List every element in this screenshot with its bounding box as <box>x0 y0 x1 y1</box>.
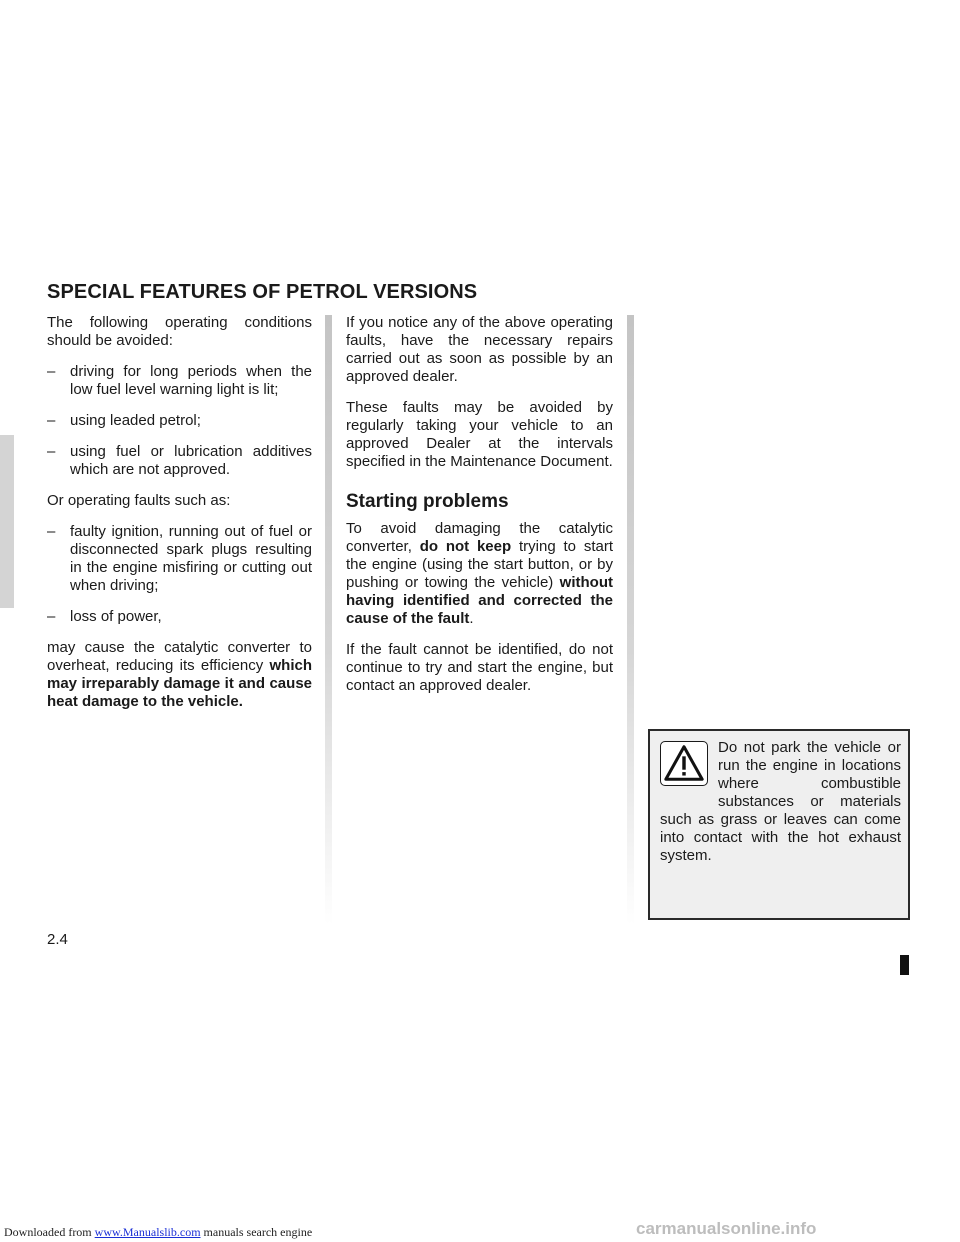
starting-problems-text: To avoid damaging the catalytic converter, do not keep trying to start the engine (using the start button, or by pushing or towing the vehicle) without having identified and corrected the cause of the fault. <box>346 520 613 627</box>
intro-text: The following operating conditions should be avoided: <box>47 314 312 349</box>
download-footer: Downloaded from www.Manualslib.com manuals search engine <box>4 1225 313 1239</box>
page-title: SPECIAL FEATURES OF PETROL VERSIONS <box>47 281 478 303</box>
warning-box <box>648 729 910 920</box>
maintenance-advice-text: These faults may be avoided by regularly taking your vehicle to an approved Dealer at the intervals specified in the Maintenance Document. <box>346 399 613 470</box>
chapter-tab <box>0 435 14 608</box>
starting-problems-heading: Starting problems <box>346 491 509 512</box>
column-divider <box>627 315 634 925</box>
condition-item: – driving for long periods when the low fuel level warning light is lit; <box>47 363 312 398</box>
contact-dealer-text: If the fault cannot be identified, do not continue to try and start the engine, but contact an approved dealer. <box>346 641 613 694</box>
fault-item: – faulty ignition, running out of fuel or disconnected spark plugs resulting in the engine misfiring or cutting out when driving; <box>47 523 312 594</box>
condition-item: – using leaded petrol; <box>47 412 201 429</box>
manualslib-link[interactable]: www.Manualslib.com <box>94 1225 201 1239</box>
left-column <box>47 314 312 724</box>
section-end-mark <box>900 955 909 975</box>
column-divider <box>325 315 332 925</box>
right-column <box>346 314 613 708</box>
condition-item: – using fuel or lubrication additives which are not approved. <box>47 443 312 478</box>
repair-advice-text: If you notice any of the above operating faults, have the necessary repairs carried out as soon as possible by an approved dealer. <box>346 314 613 385</box>
warning-text: Do not park the vehicle or run the engine in locations where combustible substances or materials such as grass or leaves can come into contact with the hot exhaust system. <box>660 739 901 864</box>
consequence-text: may cause the catalytic converter to overheat, reducing its efficiency which may irreparably damage it and cause heat damage to the vehicle. <box>47 639 312 710</box>
watermark-text: carmanualsonline.info <box>636 1219 817 1238</box>
faults-intro-text: Or operating faults such as: <box>47 492 231 509</box>
fault-item: – loss of power, <box>47 608 162 625</box>
page-number: 2.4 <box>47 931 68 948</box>
